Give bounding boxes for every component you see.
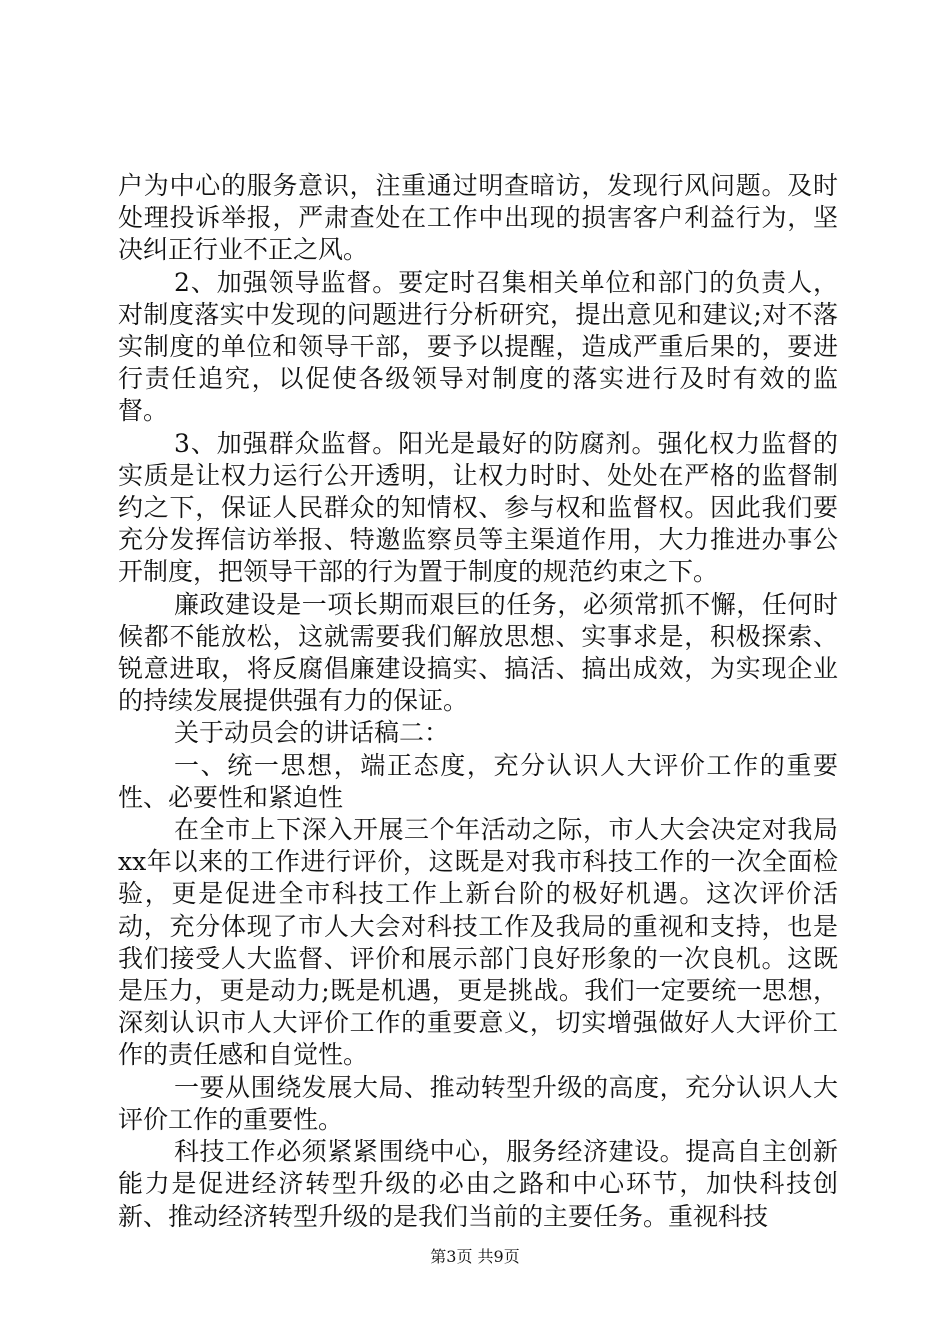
- page-number-footer: 第3页 共9页: [430, 1247, 520, 1266]
- paragraph-4: 廉政建设是一项长期而艰巨的任务，必须常抓不懈，任何时候都不能放松，这就需要我们解放思想、实事求是，积极探索、锐意进取，将反腐倡廉建设搞实、搞活、搞出成效，为实现企业的持续发展提供强有力的保证。: [118, 589, 838, 716]
- paragraph-2: 2、加强领导监督。要定时召集相关单位和部门的负责人，对制度落实中发现的问题进行分析研究，提出意见和建议;对不落实制度的单位和领导干部，要予以提醒，造成严重后果的，要进行责任追究，以促使各级领导对制度的落实进行及时有效的监督。: [118, 267, 838, 426]
- paragraph-7: 在全市上下深入开展三个年活动之际，市人大会决定对我局xx年以来的工作进行评价，这既是对我市科技工作的一次全面检验，更是促进全市科技工作上新台阶的极好机遇。这次评价活动，充分体现了市人大会对科技工作及我局的重视和支持，也是我们接受人大监督、评价和展示部门良好形象的一次良机。这既是压力，更是动力;既是机遇，更是挑战。我们一定要统一思想，深刻认识市人大评价工作的重要意义，切实增强做好人大评价工作的责任感和自觉性。: [118, 815, 838, 1070]
- document-body: [118, 170, 838, 1233]
- paragraph-3: 3、加强群众监督。阳光是最好的防腐剂。强化权力监督的实质是让权力运行公开透明，让权力时时、处处在严格的监督制约之下，保证人民群众的知情权、参与权和监督权。因此我们要充分发挥信访举报、特邀监察员等主渠道作用，大力推进办事公开制度，把领导干部的行为置于制度的规范约束之下。: [118, 428, 838, 587]
- paragraph-5: 关于动员会的讲话稿二：: [174, 718, 450, 748]
- paragraph-8: 一要从围绕发展大局、推动转型升级的高度，充分认识人大评价工作的重要性。: [118, 1072, 838, 1134]
- paragraph-6: 一、统一思想，端正态度，充分认识人大评价工作的重要性、必要性和紧迫性: [118, 750, 838, 812]
- paragraph-9: 科技工作必须紧紧围绕中心，服务经济建设。提高自主创新能力是促进经济转型升级的必由之路和中心环节，加快科技创新、推动经济转型升级的是我们当前的主要任务。重视科技: [118, 1137, 838, 1231]
- paragraph-1: 户为中心的服务意识，注重通过明查暗访，发现行风问题。及时处理投诉举报，严肃查处在工作中出现的损害客户利益行为，坚决纠正行业不正之风。: [118, 171, 838, 265]
